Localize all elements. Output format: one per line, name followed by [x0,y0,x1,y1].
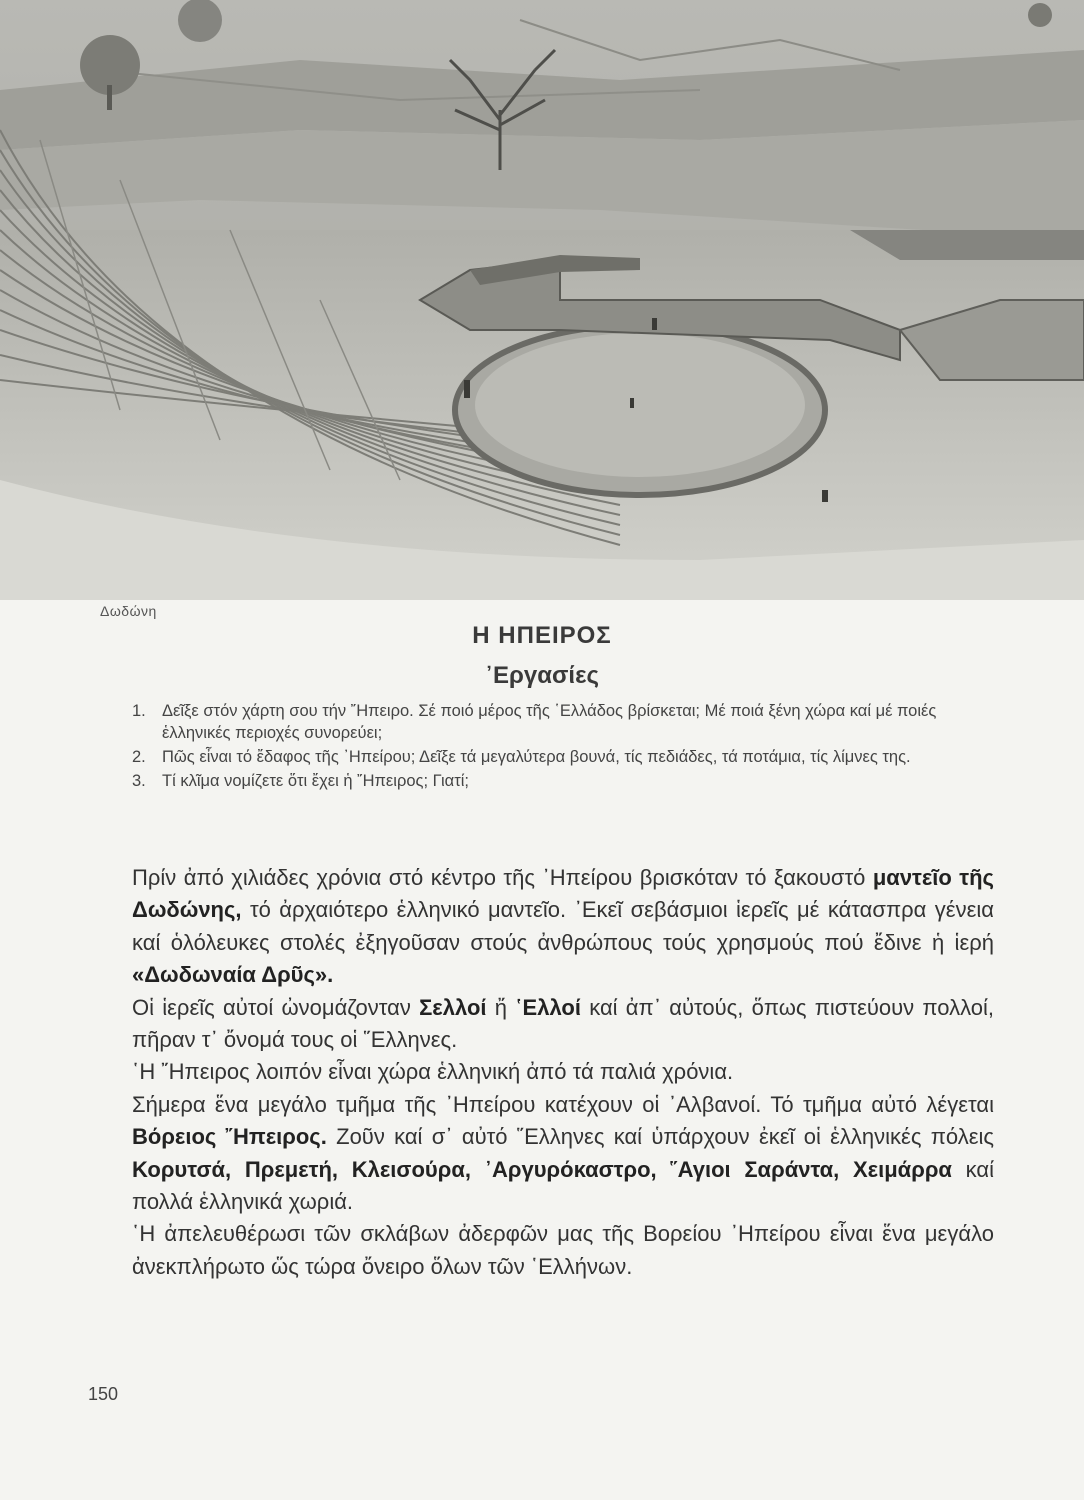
text-span: Ζοῦν καί σ᾿ αὐτό ῞Ελληνες καί ὑπάρχουν ἐκεῖ οἱ ἑλληνικές πόλεις [326,1124,994,1150]
text-span: Σήμερα ἕνα μεγάλο τμῆμα τῆς ᾿Ηπείρου κατέχουν οἱ ᾿Αλβανοί. Τό τμῆμα αὐτό λέγεται [132,1091,994,1117]
task-number: 1. [132,702,146,720]
chapter-title: Η ΗΠΕΙΡΟΣ [472,622,612,649]
bold-term: Κορυτσά, Πρεμετή, Κλεισούρα, ᾿Αργυρόκαστρο, ῞Αγιοι Σαράντα, Χειμάρρα [132,1156,952,1182]
paragraph-dodona-oracle [132,862,994,992]
task-text: Δεῖξε στόν χάρτη σου τήν ῎Ηπειρο. Σέ ποιό μέρος τῆς ῾Ελλάδος βρίσκεται; Μέ ποιά ξένη χώρα καί μέ ποιές ἑλληνικές περιοχές συνορεύει; [162,702,937,742]
text-span: τό ἀρχαιότερο ἑλληνικό μαντεῖο. ᾿Εκεῖ σεβάσμιοι ἱερεῖς μέ κάτασπρα γένεια καί ὁλόλευκες στολές ἐξηγοῦσαν στούς ἀνθρώπους τούς χρησμούς πού ἔδινε ἡ ἱερή [132,897,994,955]
bold-term: «Δωδωναία Δρῦς». [132,962,334,988]
task-list [132,700,992,794]
task-number: 2. [132,748,146,766]
page-number: 150 [88,1384,119,1404]
photo-caption: Δωδώνη [100,603,157,619]
section-title: ᾿Εργασίες [485,662,599,689]
task-item [132,746,992,768]
bold-term: Βόρειος ῎Ηπειρος. [132,1124,327,1150]
body-text [132,862,994,1283]
text-span: καί πολλά ἑλληνικά χωριά. [132,1156,994,1215]
paragraph-priests [132,992,994,1057]
task-item [132,700,992,744]
paragraph-greek-land: ῾Η ῎Ηπειρος λοιπόν εἶναι χώρα ἑλληνική ἀπό τά παλιά χρόνια. [132,1059,734,1085]
task-number: 3. [132,772,146,790]
text-span: καί ἀπ᾿ αὐτούς, ὅπως πιστεύουν πολλοί, πῆραν τ᾿ ὄνομά τους οἱ ῞Ελληνες. [132,994,994,1053]
bold-term: ῾Ελλοί [515,994,581,1020]
text-span: Πρίν ἀπό χιλιάδες χρόνια στό κέντρο τῆς ᾿Ηπείρου βρισκόταν τό ξακουστό [132,865,873,890]
text-span: Οἱ ἱερεῖς αὐτοί ὠνομάζονταν [132,994,420,1020]
bold-term: Σελλοί [419,994,487,1020]
text-span: ἤ [486,994,516,1020]
bold-term: μαντεῖο τῆς Δωδώνης, [132,865,994,923]
dodona-theatre-photo [0,0,1084,600]
task-item [132,770,992,792]
paragraph-liberation: ῾Η ἀπελευθέρωσι τῶν σκλάβων ἀδερφῶν μας τῆς Βορείου ᾿Ηπείρου εἶναι ἕνα μεγάλο ἀνεκπλήρωτο ὥς τώρα ὄνειρο ὅλων τῶν ῾Ελλήνων. [132,1221,994,1279]
task-text: Πῶς εἶναι τό ἔδαφος τῆς ᾿Ηπείρου; Δεῖξε τά μεγαλύτερα βουνά, τίς πεδιάδες, τά ποτάμια, τίς λίμνες της. [162,748,911,766]
paragraph-northern-epirus [132,1089,994,1219]
theatre-illustration [0,0,1084,600]
task-text: Τί κλῖμα νομίζετε ὅτι ἔχει ἡ ῎Ηπειρος; Γιατί; [162,772,469,790]
